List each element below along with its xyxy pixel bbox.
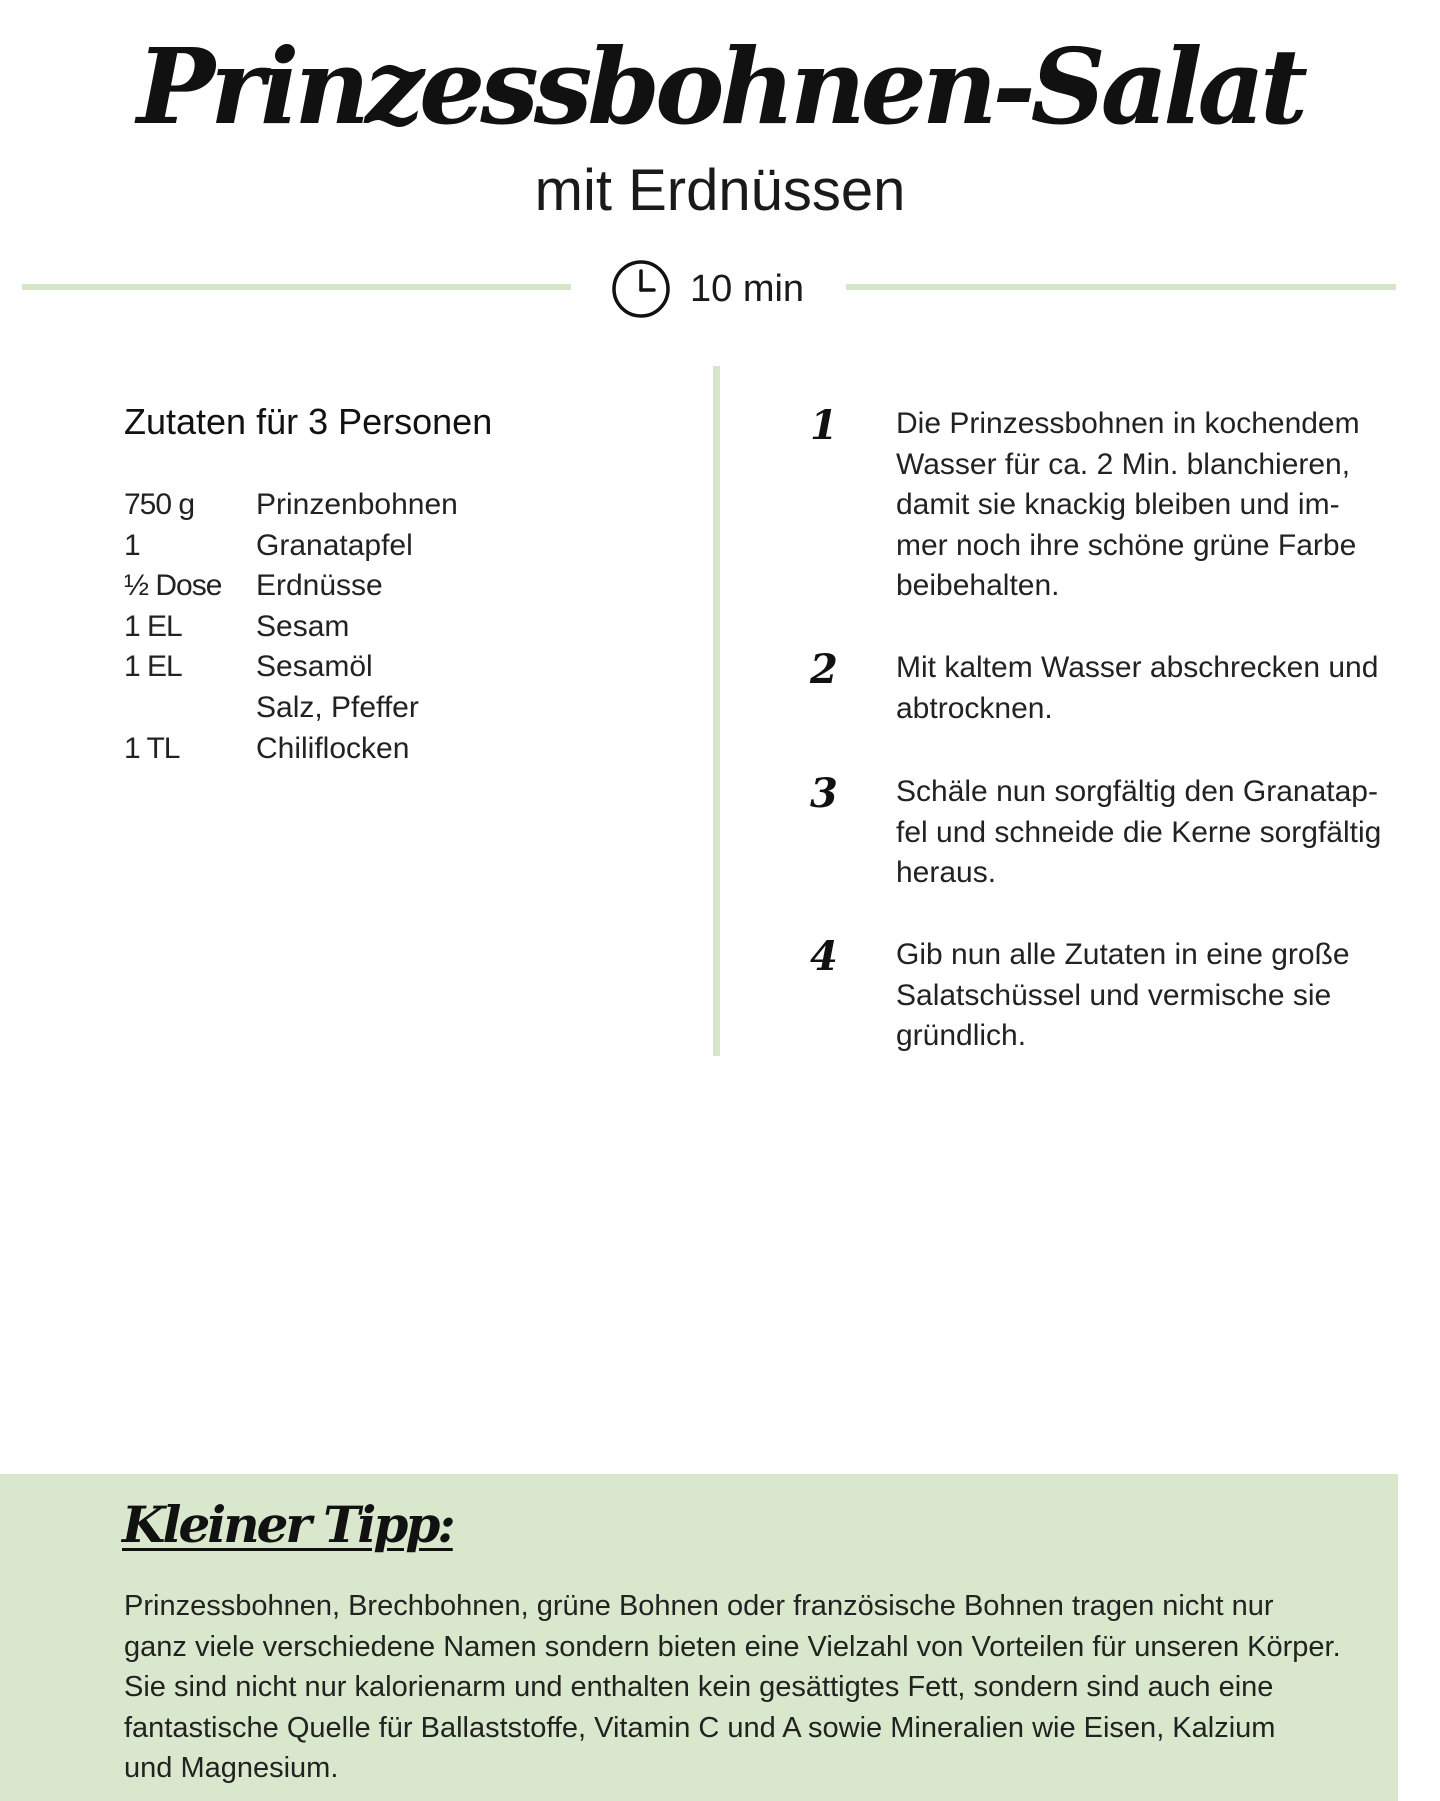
step-line: Schäle nun sorgfältig den Granatap- [896, 775, 1378, 808]
ingredient-name: Erdnüsse [256, 569, 383, 603]
step-text [896, 772, 1416, 894]
ingredient-row [124, 526, 594, 567]
step-number: 2 [810, 646, 838, 693]
tip-line: fantastische Quelle für Ballaststoffe, Vitamin C und A sowie Mineralien wie Eisen, Kalzium [124, 1711, 1276, 1744]
step-line: Die Prinzessbohnen in kochendem [896, 407, 1360, 440]
step-number: 4 [810, 933, 838, 980]
ingredient-quantity: 750 g [124, 488, 195, 521]
step-line: gründlich. [896, 1019, 1027, 1053]
ingredient-name: Granatapfel [256, 528, 413, 562]
recipe-title: Prinzessbohnen-Salat [136, 25, 1304, 148]
tip-text [124, 1586, 1374, 1789]
ingredients-list [124, 485, 594, 769]
ingredient-row [124, 485, 594, 526]
step-line: abtrocknen. [896, 691, 1053, 725]
step-number: 1 [810, 402, 838, 449]
recipe-subtitle: mit Erdnüssen [534, 158, 906, 223]
step-line: Mit kaltem Wasser abschrecken und [896, 651, 1379, 684]
step-line: fel und schneide die Kerne sorgfältig [896, 815, 1382, 849]
ingredient-row [124, 607, 594, 648]
ingredient-name: Sesamöl [256, 650, 373, 684]
ingredient-name: Salz, Pfeffer [256, 690, 419, 724]
column-divider [713, 366, 720, 1056]
ingredient-name: Sesam [256, 609, 350, 643]
divider-left [22, 284, 571, 290]
step-text [896, 935, 1416, 1057]
ingredient-quantity: 1 EL [124, 609, 182, 643]
tip-line: und Magnesium. [124, 1752, 339, 1785]
step-line: Gib nun alle Zutaten in eine große [896, 938, 1350, 971]
step-line: damit sie knackig bleiben und im- [896, 488, 1340, 522]
step-line: beibehalten. [896, 569, 1060, 603]
ingredient-row [124, 688, 594, 729]
tip-box [0, 1474, 1398, 1801]
step-line: heraus. [896, 856, 997, 890]
step-number: 3 [810, 770, 838, 817]
step-line: Salatschüssel und vermische sie [896, 978, 1332, 1012]
ingredient-row [124, 729, 594, 770]
tip-line: Prinzessbohnen, Brechbohnen, grüne Bohnen oder französische Bohnen tragen nicht nur [124, 1590, 1274, 1622]
ingredient-quantity: ½ Dose [124, 569, 222, 603]
ingredient-quantity: 1 EL [124, 650, 182, 684]
ingredient-row [124, 566, 594, 607]
step-line: mer noch ihre schöne grüne Farbe [896, 528, 1357, 562]
ingredient-row [124, 647, 594, 688]
tip-line: Sie sind nicht nur kalorienarm und enthalten kein gesättigtes Fett, sondern sind auch eine [124, 1671, 1274, 1704]
tip-heading: Kleiner Tipp: [122, 1495, 453, 1554]
step-text [896, 648, 1416, 729]
divider-right [846, 284, 1396, 290]
prep-time: 10 min [690, 268, 805, 310]
ingredient-name: Chiliflocken [256, 731, 410, 765]
ingredient-quantity: 1 [124, 528, 140, 562]
tip-line: ganz viele verschiedene Namen sondern bieten eine Vielzahl von Vorteilen für unseren Körper. [124, 1630, 1341, 1663]
clock-icon [610, 258, 672, 320]
ingredient-name: Prinzenbohnen [256, 488, 458, 521]
step-line: Wasser für ca. 2 Min. blanchieren, [896, 447, 1351, 481]
ingredient-quantity: 1 TL [124, 731, 180, 765]
step-text [896, 404, 1416, 607]
ingredients-heading: Zutaten für 3 Personen [124, 401, 493, 442]
